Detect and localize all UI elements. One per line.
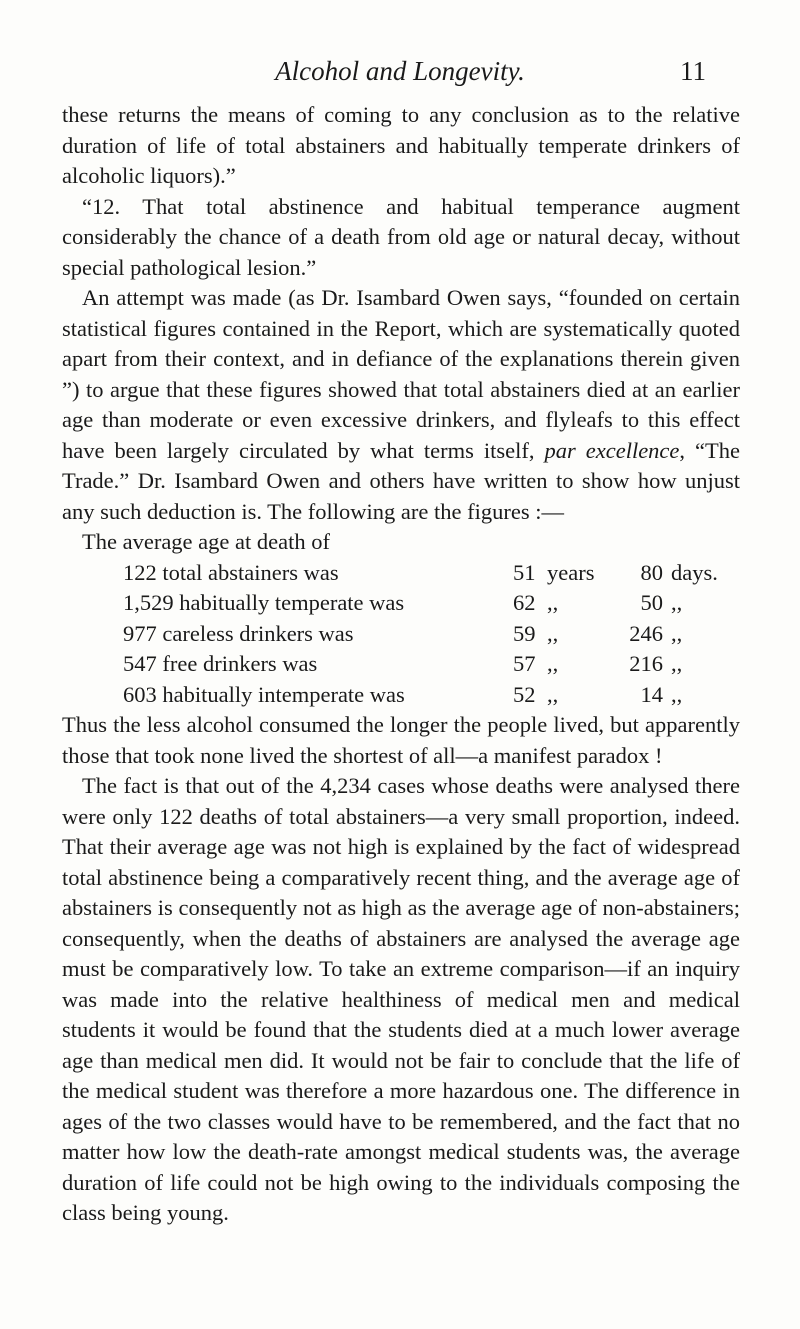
page-header xyxy=(0,56,800,92)
table-row xyxy=(123,680,721,711)
table-row xyxy=(123,558,721,589)
body-text xyxy=(62,100,740,1229)
death-age-table xyxy=(123,558,721,711)
years-unit-cell: ,, xyxy=(547,590,559,615)
years-cell: 52 xyxy=(513,681,536,707)
italic-phrase: par excellence xyxy=(544,437,680,463)
paragraph-owen xyxy=(62,283,740,527)
table-row xyxy=(123,649,721,680)
page-number: 11 xyxy=(680,56,706,86)
group-cell: 603 habitually intemperate was xyxy=(123,681,405,707)
days-unit-cell: ,, xyxy=(671,590,683,615)
years-cell: 59 xyxy=(513,620,536,646)
years-unit-cell: ,, xyxy=(547,620,559,646)
paragraph-continuation: these returns the means of coming to any conclusion as to the relative duration of life of total abstainers and habitually temperate drinkers of alcoholic liquors).” xyxy=(62,102,740,188)
days-cell: 14 xyxy=(640,681,663,707)
group-cell: 977 careless drinkers was xyxy=(123,620,354,646)
paragraph-owen-part2: , “The Trade.” Dr. Isambard Owen and others have written to show how unjust any such deduction is. The following are the figures :— xyxy=(62,437,741,524)
years-unit-cell: years xyxy=(547,559,595,585)
days-cell: 80 xyxy=(640,559,663,585)
days-cell: 216 xyxy=(629,651,663,676)
years-cell: 51 xyxy=(513,559,536,585)
paragraph-quote-12: “12. That total abstinence and habitual temperance augment considerably the chance of a death from old age or natural decay, without special pathological lesion.” xyxy=(62,193,740,280)
days-cell: 246 xyxy=(629,620,663,646)
years-unit-cell: ,, xyxy=(547,681,559,707)
days-unit-cell: ,, xyxy=(671,651,683,676)
table-intro: The average age at death of xyxy=(82,529,330,554)
days-unit-cell: days. xyxy=(671,559,718,585)
days-cell: 50 xyxy=(640,590,663,615)
days-unit-cell: ,, xyxy=(671,620,683,646)
group-cell: 547 free drinkers was xyxy=(123,651,318,676)
table-row xyxy=(123,619,721,650)
group-cell: 1,529 habitually temperate was xyxy=(123,590,405,615)
running-title: Alcohol and Longevity. xyxy=(275,56,525,86)
days-unit-cell: ,, xyxy=(671,681,683,707)
years-unit-cell: ,, xyxy=(547,651,559,676)
paragraph-paradox: Thus the less alcohol consumed the longer the people lived, but apparently those that took none lived the shortest of all—a manifest paradox ! xyxy=(62,712,740,768)
table-row xyxy=(123,588,721,619)
years-cell: 62 xyxy=(513,590,536,615)
group-cell: 122 total abstainers was xyxy=(123,559,339,585)
years-cell: 57 xyxy=(513,651,536,676)
paragraph-owen-part1: An attempt was made (as Dr. Isambard Owen says, “founded on certain statistical figures contained in the Report, which are systematically quoted apart from their context, and in defiance of the explanations therein given ”) to argue that these figures showed that total abstainers died at an earlier age than moderate or even excessive drinkers, and flyleafs to this effect have been largely circulated by what terms itself, xyxy=(62,285,740,463)
paragraph-analysis: The fact is that out of the 4,234 cases whose deaths were analysed there were only 122 deaths of total abstainers—a very small proportion, indeed. That their average age was not high is explained by the fact of widespread total abstinence being a comparatively recent thing, and the average age of abstainers is consequently not as high as the average age of non-abstainers; consequently, when the deaths of abstainers are analysed the average age must be comparatively low. To take an extreme comparison—if an inquiry was made into the relative healthiness of medical men and medical students it would be found that the students died at a much lower average age than medical men did. It would not be fair to conclude that the life of the medical student was therefore a more hazardous one. The difference in ages of the two classes would have to be remembered, and the fact that no matter how low the death-rate amongst medical students was, the average duration of life could not be high owing to the individuals composing the class being young. xyxy=(62,773,740,1225)
